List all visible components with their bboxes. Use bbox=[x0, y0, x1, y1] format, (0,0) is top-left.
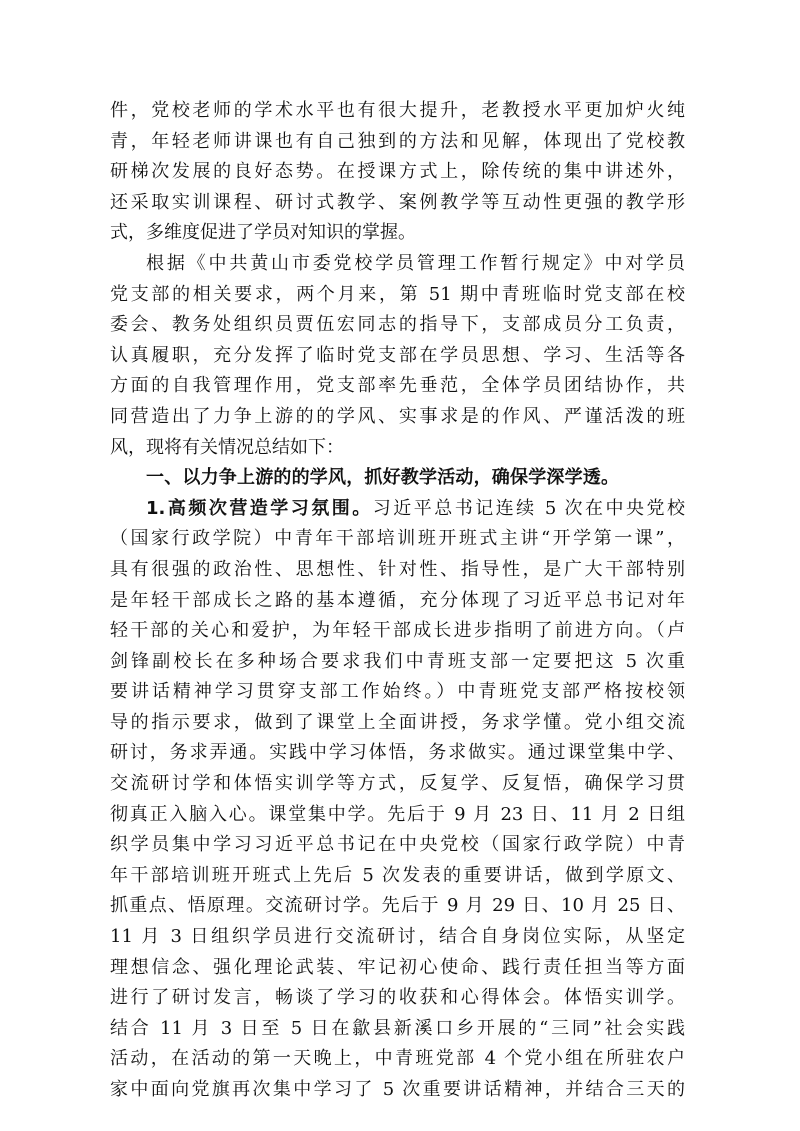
text-line: （国家行政学院）中青年干部培训班开班式主讲“开学第一课”， bbox=[110, 528, 685, 550]
text-line: 织学员集中学习习近平总书记在中央党校（国家行政学院）中青 bbox=[110, 834, 685, 856]
text-line: 活动，在活动的第一天晚上，中青班党部 4 个党小组在所驻农户 bbox=[110, 1048, 685, 1070]
text-line: 理想信念、强化理论武装、牢记初心使命、践行责任担当等方面 bbox=[110, 956, 685, 978]
text-line: 研讨，务求弄通。实践中学习体悟，务求做实。通过课堂集中学、 bbox=[110, 742, 685, 764]
text-line: 党支部的相关要求，两个月来，第 51 期中青班临时党支部在校 bbox=[110, 283, 685, 305]
text-line-rest: 习近平总书记连续 5 次在中央党校 bbox=[372, 497, 685, 519]
text-line: 青，年轻老师讲课也有自己独到的方法和见解，体现出了党校教 bbox=[110, 130, 685, 152]
text-line: 彻真正入脑入心。课堂集中学。先后于 9 月 23 日、11 月 2 日组 bbox=[110, 803, 685, 825]
document-body bbox=[110, 96, 685, 1106]
text-line: 导的指示要求，做到了课堂上全面讲授，务求学懂。党小组交流 bbox=[110, 711, 685, 733]
text-line: 委会、教务处组织员贾伍宏同志的指导下，支部成员分工负责， bbox=[110, 314, 685, 336]
section-heading: 一、以力争上游的的学风，抓好教学活动，确保学深学透。 bbox=[146, 467, 620, 489]
text-line: 抓重点、悟原理。交流研讨学。先后于 9 月 29 日、10 月 25 日、 bbox=[110, 895, 685, 917]
text-line: 还采取实训课程、研讨式教学、案例教学等互动性更强的教学形 bbox=[110, 191, 685, 213]
text-line: 11 月 3 日组织学员进行交流研讨，结合自身岗位实际，从坚定 bbox=[110, 926, 685, 948]
text-line: 方面的自我管理作用，党支部率先垂范，全体学员团结协作，共 bbox=[110, 375, 685, 397]
text-line: 结合 11 月 3 日至 5 日在歙县新溪口乡开展的“三同”社会实践 bbox=[110, 1017, 685, 1039]
text-line: 年干部培训班开班式上先后 5 次发表的重要讲话，做到学原文、 bbox=[110, 864, 685, 886]
text-line bbox=[110, 494, 685, 525]
text-line: 认真履职，充分发挥了临时党支部在学员思想、学习、生活等各 bbox=[110, 344, 685, 366]
text-line: 根据《中共黄山市委党校学员管理工作暂行规定》中对学员 bbox=[146, 252, 685, 274]
text-line: 进行了研讨发言，畅谈了学习的收获和心得体会。体悟实训学。 bbox=[110, 987, 685, 1009]
text-line: 轻干部的关心和爱护，为年轻干部成长进步指明了前进方向。（卢 bbox=[110, 620, 685, 642]
text-line: 家中面向党旗再次集中学习了 5 次重要讲话精神，并结合三天的 bbox=[110, 1079, 685, 1100]
text-line: 式，多维度促进了学员对知识的掌握。 bbox=[110, 222, 416, 244]
text-line: 件，党校老师的学术水平也有很大提升，老教授水平更加炉火纯 bbox=[110, 100, 685, 121]
text-line: 具有很强的政治性、思想性、针对性、指导性，是广大干部特别 bbox=[110, 558, 685, 580]
text-line: 风，现将有关情况总结如下： bbox=[110, 436, 344, 458]
text-line: 要讲话精神学习贯穿支部工作始终。）中青班党支部严格按校领 bbox=[110, 681, 685, 703]
text-line: 是年轻干部成长之路的基本遵循，充分体现了习近平总书记对年 bbox=[110, 589, 685, 611]
text-line: 剑锋副校长在多种场合要求我们中青班支部一定要把这 5 次重 bbox=[110, 650, 685, 672]
text-line: 交流研讨学和体悟实训学等方式，反复学、反复悟，确保学习贯 bbox=[110, 773, 685, 795]
text-line: 同营造出了力争上游的的学风、实事求是的作风、严谨活泼的班 bbox=[110, 405, 685, 427]
subsection-lead: 1.高频次营造学习氛围。 bbox=[146, 497, 373, 519]
text-line: 研梯次发展的良好态势。在授课方式上，除传统的集中讲述外， bbox=[110, 161, 685, 183]
